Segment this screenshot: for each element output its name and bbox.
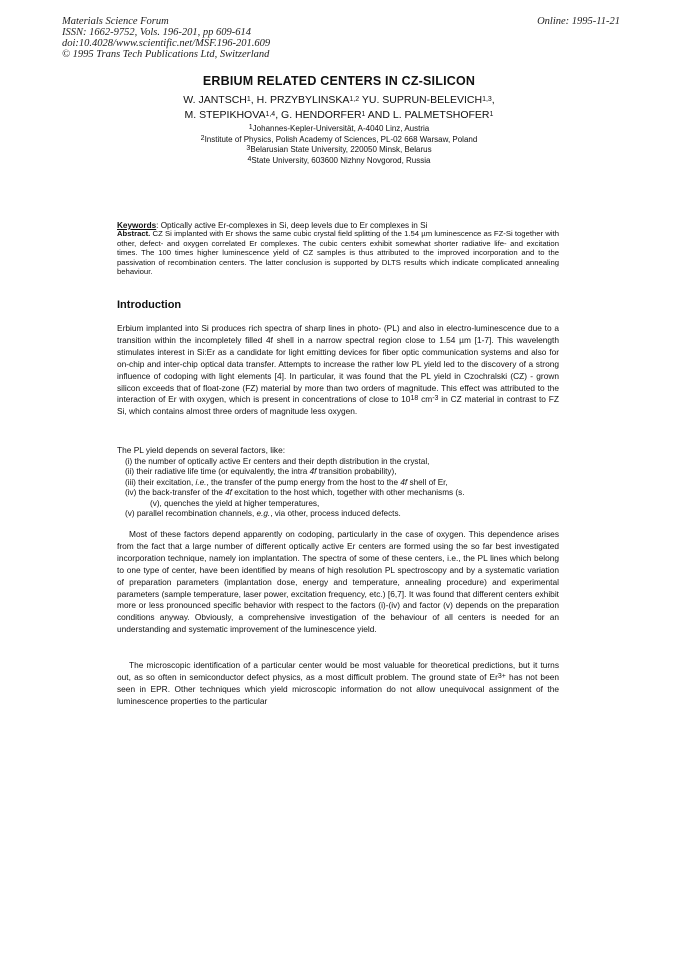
- affiliation-text: Belarusian State University, 220050 Minsk, Belarus: [250, 145, 432, 154]
- text-run: shell of Er,: [407, 477, 448, 487]
- affiliation-list: [0, 124, 678, 166]
- text-run: in CZ material in contrast to FZ Si, which contains almost three orders of magnitude less oxygen.: [117, 394, 559, 417]
- author-line-2: [0, 108, 678, 123]
- author-name: W. JANTSCH: [183, 94, 247, 106]
- author-affil: 1,4: [265, 111, 276, 118]
- issn-line: ISSN: 1662-9752, Vols. 196-201, pp 609-614: [62, 27, 251, 38]
- affiliation-number: 2: [200, 134, 205, 142]
- list-item-continuation: (v), quenches the yield at higher temperatures,: [150, 498, 320, 508]
- factor-list: [117, 457, 559, 519]
- affiliation: [0, 124, 678, 135]
- doi-line[interactable]: doi:10.4028/www.scientific.net/MSF.196-201.609: [62, 38, 271, 49]
- affiliation-number: 4: [247, 155, 252, 163]
- author-affil: 1: [246, 96, 251, 103]
- author-name: , G. HENDORFER: [275, 109, 362, 121]
- affiliation: [0, 135, 678, 146]
- affiliation: [0, 156, 678, 167]
- paragraph: Most of these factors depend apparently on codoping, particularly in the case of oxygen. This dependence arises from the fact that a large number of different optically active Er centers are formed using the so far best investigated incorporation technique, namely ion implantation. The spectra of some of these centers, i.e., the PL lines which belong to one type of center, have been identified by means of high resolution PL spectroscopy and by a systematic variation of preparation parameters (implantation dose, energy and temperature, annealing procedure) and experimental parameters (sample temperature, laser power, excitation frequency, etc.) [6,7]. It was found that different centers exhibit more or less pronounced specific behavior with respect to the factors (i)-(iv) and factor (v) depends on the preparation conditions anyway. Obviously, a comprehensive investigation of the behaviour of all centers is needed for an understanding and systematic improvement of the luminescence yield.: [117, 529, 559, 635]
- section-heading-introduction: Introduction: [117, 299, 182, 311]
- journal-name: Materials Science Forum: [62, 16, 169, 27]
- text-run: (ii) their radiative life time (or equivalently, the intra: [125, 467, 310, 477]
- list-item: [117, 488, 559, 498]
- online-date: Online: 1995-11-21: [537, 16, 620, 27]
- text-run: i.e.: [195, 477, 207, 487]
- affiliation-text: Johannes-Kepler-Universität, A-4040 Linz, Austria: [252, 124, 430, 133]
- superscript: 3+: [497, 672, 506, 680]
- superscript: -3: [432, 395, 439, 403]
- text-run: 4f: [309, 467, 317, 477]
- text-run: The microscopic identification of a particular center would be most valuable for theoretical predictions, but it turns out, as so often in semiconductor defect physics, as a most difficult problem. The ground state of Er: [117, 660, 559, 682]
- author-list: [0, 93, 678, 123]
- affiliation: [0, 145, 678, 156]
- text-run: , via other, process induced defects.: [270, 509, 401, 519]
- list-item: [117, 478, 559, 488]
- text-run: (v) parallel recombination channels,: [125, 509, 257, 519]
- paragraph: [117, 660, 559, 708]
- author-affil: 1: [489, 111, 494, 118]
- author-name: , H. PRZYBYLINSKA: [250, 94, 350, 106]
- superscript: 18: [410, 395, 419, 403]
- affiliation-number: 3: [246, 145, 251, 152]
- citation-header: [62, 16, 270, 60]
- author-name: M. STEPIKHOVA: [184, 109, 266, 121]
- text-run: , the transfer of the pump energy from the host to the: [206, 477, 401, 487]
- list-item: [117, 509, 559, 519]
- text-run: transition probability),: [316, 467, 397, 477]
- text-run: e.g.: [256, 509, 271, 519]
- paper-title: ERBIUM RELATED CENTERS IN CZ-SILICON: [202, 74, 476, 88]
- author-name: AND L. PALMETSHOFER: [365, 109, 490, 121]
- author-affil: 1: [361, 111, 366, 118]
- list-item: [117, 467, 559, 477]
- paragraph: The PL yield depends on several factors, like:: [117, 445, 286, 455]
- author-affil: 1,2: [349, 96, 360, 103]
- abstract: [117, 229, 559, 277]
- affiliation-text: Institute of Physics, Polish Academy of Sciences, PL-02 668 Warsaw, Poland: [204, 134, 478, 144]
- text-run: has not been seen in EPR. Other techniques which yield microscopic information do not allow unequivocal assignment of the luminescence properties to the particular: [117, 671, 559, 706]
- text-run: excitation to the host which, together with other mechanisms (s.: [231, 488, 465, 498]
- author-name: YU. SUPRUN-BELEVICH: [359, 94, 483, 106]
- abstract-label: Abstract.: [117, 229, 151, 238]
- copyright-line: © 1995 Trans Tech Publications Ltd, Switzerland: [62, 49, 270, 60]
- text-run: Erbium implanted into Si produces rich spectra of sharp lines in photo- (PL) and also in electro-luminescence due to a transition within the incompletely filled 4f shell in a narrow spectral region close to 1.54 µm [1-7]. This wavelength stimulates interest in Si:Er as a candidate for light emitting devices for fiber optic communication systems and also for on-chip and inter-chip optical data transfer. Attempts to increase the rather low PL yield led to the discovery of a strong influence of codoping with light elements [4]. In particular, it was found that the PL yield in Czochralski (CZ) - grown silicon exceeds that of float-zone (FZ) material by more than two orders of magnitude. This effect was attributed to the interaction of Er with oxygen, which is present in concentrations of close to 10: [117, 323, 559, 405]
- author-line-1: W. JANTSCH$^1$, H. PRZYBYLINSKA$^{1,2}$ YU. SUPRUN-BELEVICH$^{1,3}$,: [183, 94, 495, 106]
- text-run: cm: [418, 394, 433, 405]
- list-item: (i) the number of optically active Er centers and their depth distribution in the crystal,: [125, 457, 430, 466]
- keywords-text: : Optically active Er-complexes in Si, deep levels due to Er complexes in Si: [156, 221, 428, 230]
- affiliation-number: 1: [248, 124, 253, 131]
- text-run: (iii) their excitation,: [125, 477, 196, 487]
- author-affil: 1,3: [482, 96, 492, 103]
- text-run: (iv) the back-transfer of the: [125, 488, 226, 498]
- keywords-label: Keywords: [117, 221, 157, 230]
- abstract-text: CZ Si implanted with Er shows the same cubic crystal field splitting of the 1.54 µm luminescence as FZ-Si together with other, defect- and oxygen correlated Er complexes. The cubic centers exhibit somewhat shorter radiative life- and excitation times. The 100 times higher luminescence yield of CZ samples is thus attributed to the improved incorporation and to the passivation of recombination centers. The latter conclusion is supported by DLTS results which indicate complicated annealing behaviour.: [117, 229, 559, 277]
- paragraph: [117, 323, 559, 418]
- affiliation-text: State University, 603600 Nizhny Novgorod, Russia: [251, 155, 431, 165]
- text-run: 4f: [225, 488, 232, 498]
- text-run: 4f: [400, 477, 408, 487]
